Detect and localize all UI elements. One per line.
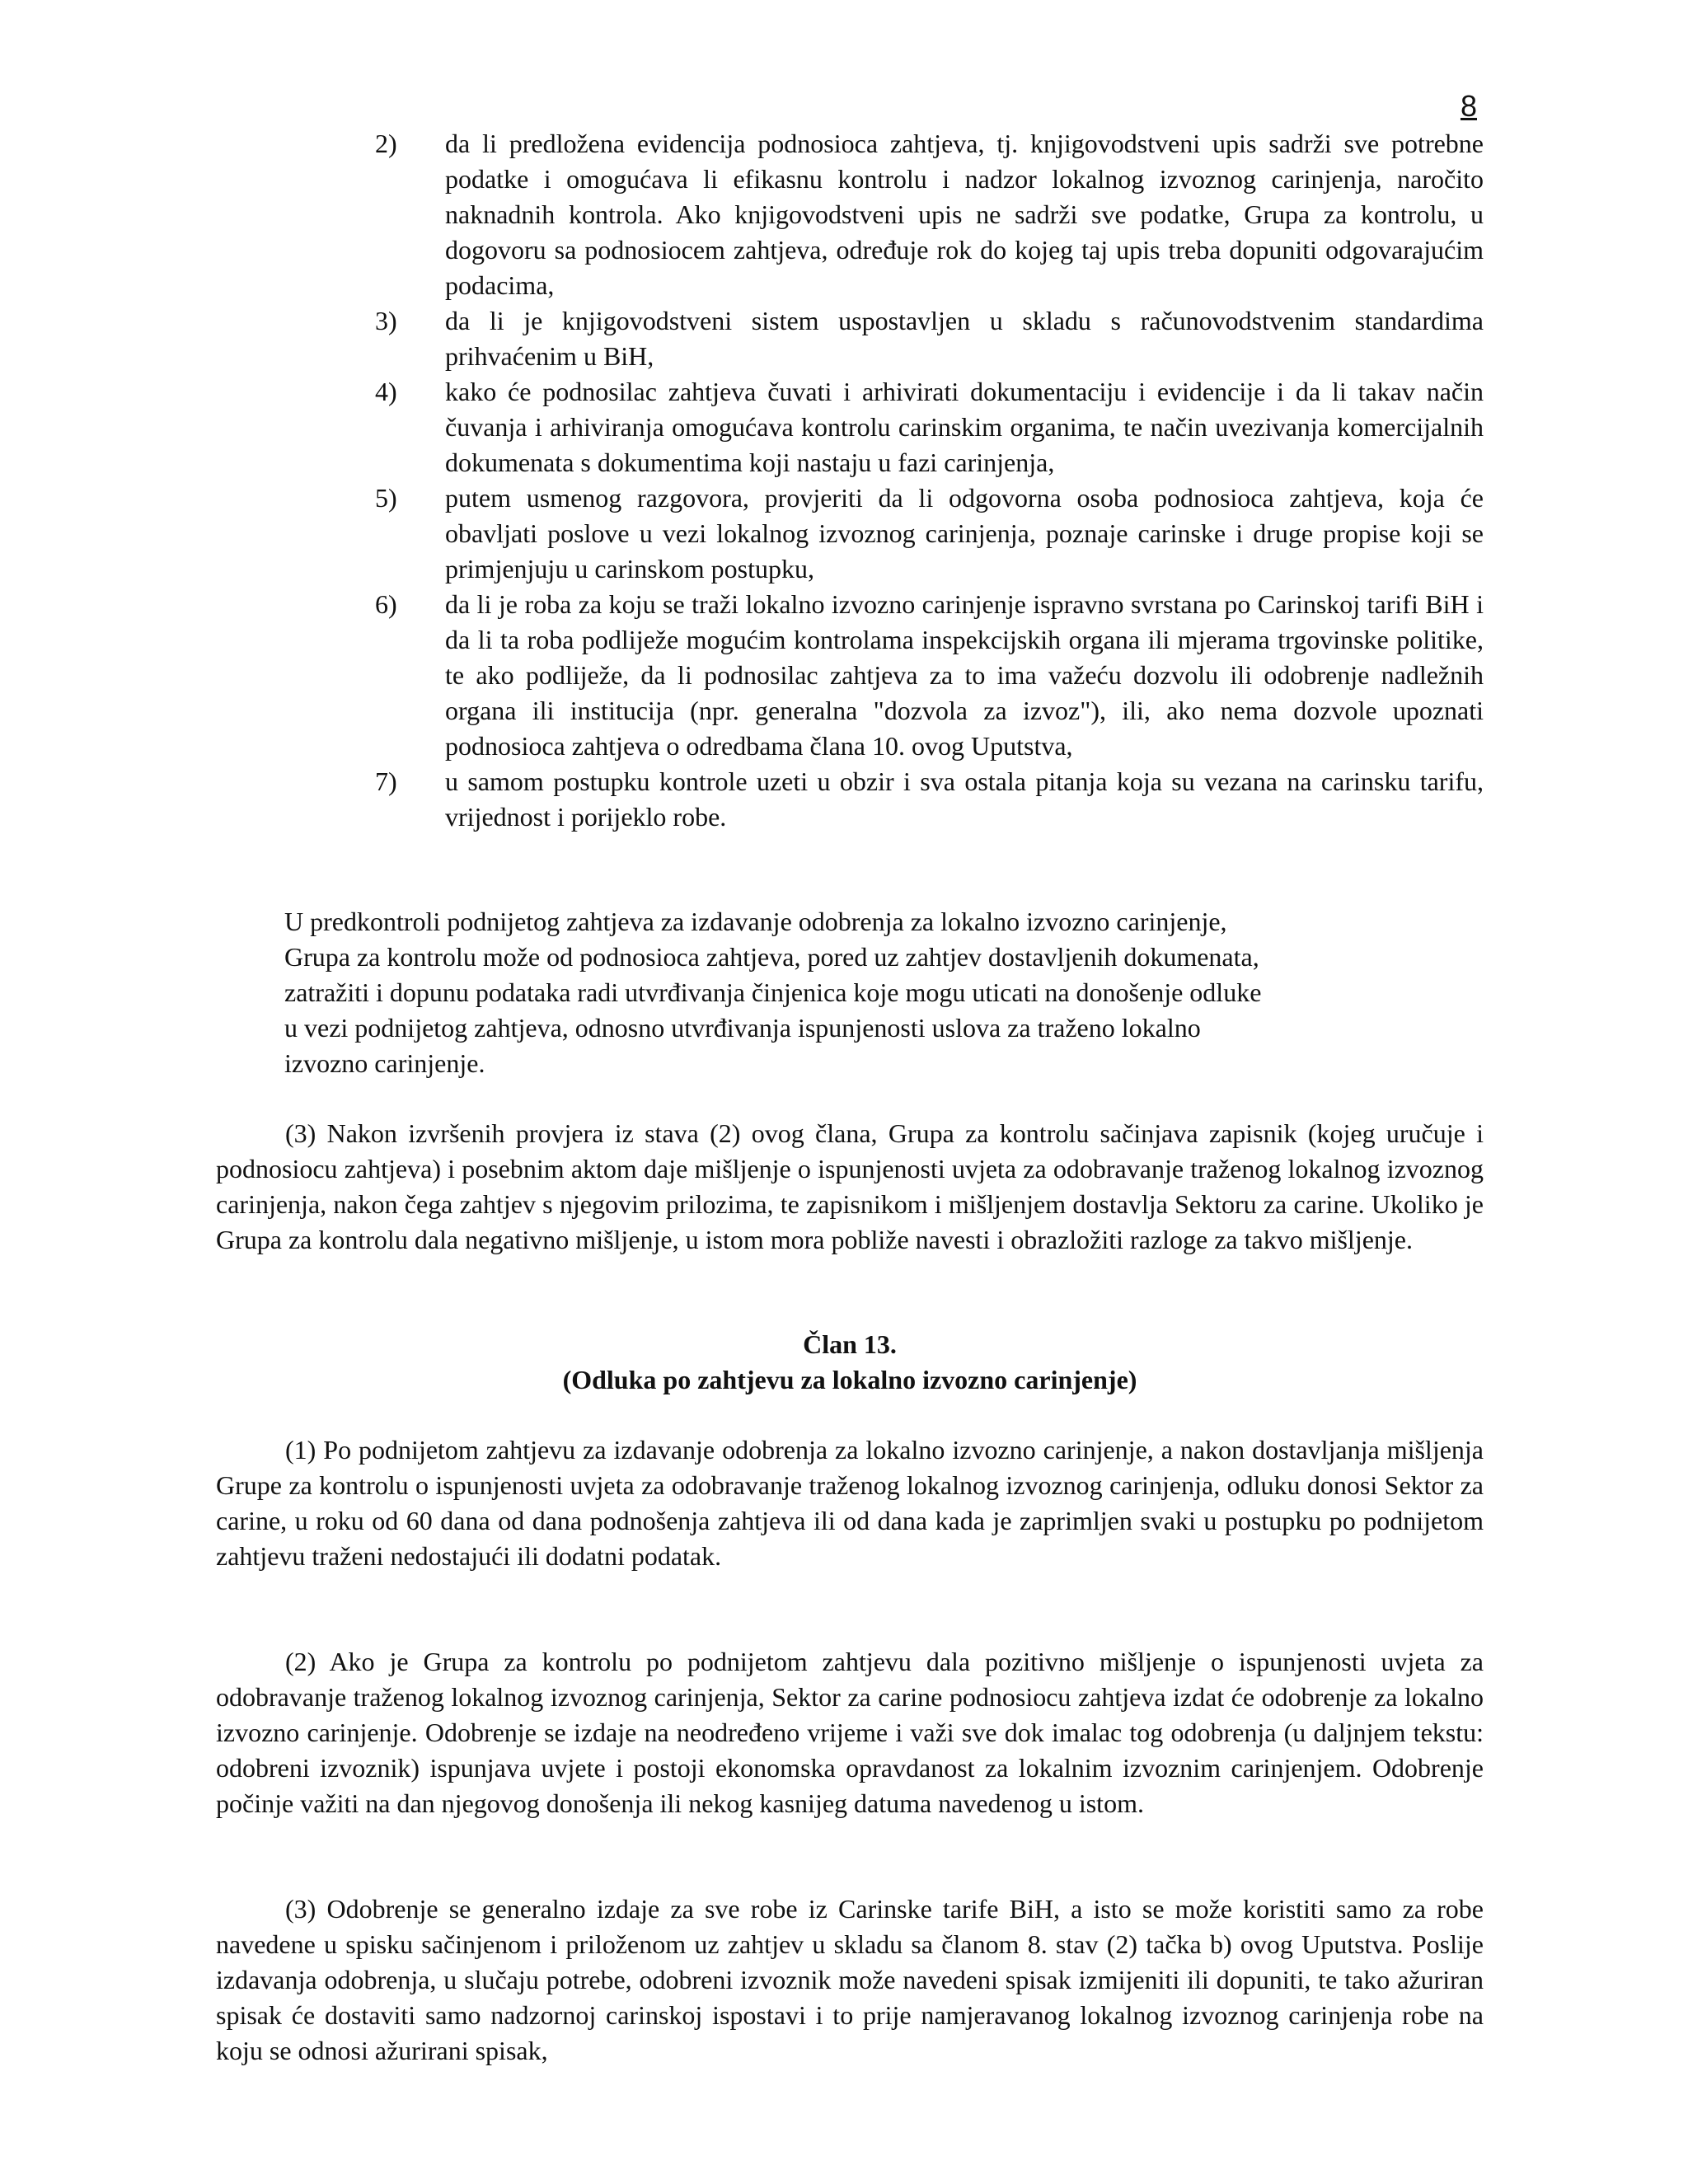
- predkontrola-paragraph: [284, 904, 1438, 1081]
- text-line: zatražiti i dopunu podataka radi utvrđivanja činjenica koje mogu uticati na donošenje odluke: [284, 977, 1262, 1007]
- list-item: [375, 764, 1484, 835]
- list-item-number: 5): [375, 483, 397, 513]
- text-line: U predkontroli podnijetog zahtjeva za izdavanje odobrenja za lokalno izvozno carinjenje,: [284, 907, 1227, 936]
- list-item-text: da li je knjigovodstveni sistem uspostavljen u skladu s računovodstvenim standardima prihvaćenim u BiH,: [445, 306, 1484, 371]
- page-number: 8: [1460, 89, 1477, 123]
- article-number: Član 13.: [803, 1329, 897, 1359]
- list-item: [375, 374, 1484, 480]
- list-item-number: 7): [375, 766, 397, 796]
- list-item-text: putem usmenog razgovora, provjeriti da li odgovorna osoba podnosioca zahtjeva, koja će obavljati poslove u vezi lokalnog izvoznog carinjenja, poznaje carinske i druge propise koji se primjenjuju u carinskom postupku,: [445, 483, 1484, 583]
- list-item: [375, 480, 1484, 587]
- article-paragraph-1: (1) Po podnijetom zahtjevu za izdavanje odobrenja za lokalno izvozno carinjenje, a nakon dostavljanja mišljenja Grupe za kontrolu o ispunjenosti uvjeta za odobravanje traženog lokalnog izvoznog carinjenja, odluku donosi Sektor za carine, u roku od 60 dana od dana podnošenja zahtjeva ili od dana kada je zaprimljen svaki u postupku po podnijetom zahtjevu traženi nedostajući ili dodatni podatak.: [216, 1435, 1484, 1571]
- list-item: [375, 303, 1484, 374]
- condition-list: [375, 126, 1484, 835]
- article-paragraph-2: (2) Ako je Grupa za kontrolu po podnijetom zahtjevu dala pozitivno mišljenje o ispunjenosti uvjeta za odobravanje traženog lokalnog izvoznog carinjenja, Sektor za carine podnosiocu zahtjeva izdat će odobrenje za lokalno izvozno carinjenje. Odobrenje se izdaje na neodređeno vrijeme i važi sve dok imalac tog odobrenja (u daljnjem tekstu: odobreni izvoznik) ispunjava uvjete i postoji ekonomska opravdanost za lokalnim izvoznim carinjenjem. Odobrenje počinje važiti na dan njegovog donošenja ili nekog kasnijeg datuma navedenog u istom.: [216, 1647, 1484, 1818]
- text-line: Grupa za kontrolu može od podnosioca zahtjeva, pored uz zahtjev dostavljenih dokumenata,: [284, 942, 1259, 972]
- list-item-number: 6): [375, 589, 397, 619]
- list-item-text: u samom postupku kontrole uzeti u obzir i sva ostala pitanja koja su vezana na carinsku tarifu, vrijednost i porijeklo robe.: [445, 766, 1484, 832]
- list-item-text: kako će podnosilac zahtjeva čuvati i arhivirati dokumentaciju i evidencije i da li takav način čuvanja i arhiviranja omogućava kontrolu carinskim organima, te način uvezivanja komercijalnih dokumenata s dokumentima koji nastaju u fazi carinjenja,: [445, 377, 1484, 477]
- text-line: izvozno carinjenje.: [284, 1048, 485, 1078]
- article-title: (Odluka po zahtjevu za lokalno izvozno carinjenje): [562, 1365, 1137, 1394]
- list-item-text: da li je roba za koju se traži lokalno izvozno carinjenje ispravno svrstana po Carinskoj tarifi BiH i da li ta roba podliježe mogućim kontrolama inspekcijskih organa ili mjerama trgovinske politike, te ako podliježe, da li podnosilac zahtjeva za to ima važeću dozvolu ili odobrenje nadležnih organa ili institucija (npr. generalna "dozvola za izvoz"), ili, ako nema dozvole upoznati podnosioca zahtjeva o odredbama člana 10. ovog Uputstva,: [445, 589, 1484, 761]
- list-item-number: 2): [375, 129, 397, 158]
- list-item: [375, 587, 1484, 764]
- list-item: [375, 126, 1484, 303]
- paragraph-3-previous-article: (3) Nakon izvršenih provjera iz stava (2) ovog člana, Grupa za kontrolu sačinjava zapisnik (kojeg uručuje i podnosiocu zahtjeva) i posebnim aktom daje mišljenje o ispunjenosti uvjeta za odobravanje traženog lokalnog izvoznog carinjenja, nakon čega zahtjev s njegovim prilozima, te zapisnikom i mišljenjem dostavlja Sektoru za carine. Ukoliko je Grupa za kontrolu dala negativno mišljenje, u istom mora pobliže navesti i obrazložiti razloge za takvo mišljenje.: [216, 1118, 1484, 1254]
- list-item-text: da li predložena evidencija podnosioca zahtjeva, tj. knjigovodstveni upis sadrži sve potrebne podatke i omogućava li efikasnu kontrolu i nadzor lokalnog izvoznog carinjenja, naročito naknadnih kontrola. Ako knjigovodstveni upis ne sadrži sve podatke, Grupa za kontrolu, u dogovoru sa podnosiocem zahtjeva, određuje rok do kojeg taj upis treba dopuniti odgovarajućim podacima,: [445, 129, 1484, 300]
- list-item-number: 4): [375, 377, 397, 406]
- text-line: u vezi podnijetog zahtjeva, odnosno utvrđivanja ispunjenosti uslova za traženo lokalno: [284, 1013, 1201, 1043]
- article-paragraph-3: (3) Odobrenje se generalno izdaje za sve robe iz Carinske tarife BiH, a isto se može koristiti samo za robe navedene u spisku sačinjenom i priloženom uz zahtjev u skladu sa članom 8. stav (2) tačka b) ovog Uputstva. Poslije izdavanja odobrenja, u slučaju potrebe, odobreni izvoznik može navedeni spisak izmijeniti ili dopuniti, te tako ažuriran spisak će dostaviti samo nadzornoj carinskoj ispostavi i to prije namjeravanog lokalnog izvoznog carinjenja robe na koju se odnosi ažurirani spisak,: [216, 1894, 1484, 2065]
- list-item-number: 3): [375, 306, 397, 335]
